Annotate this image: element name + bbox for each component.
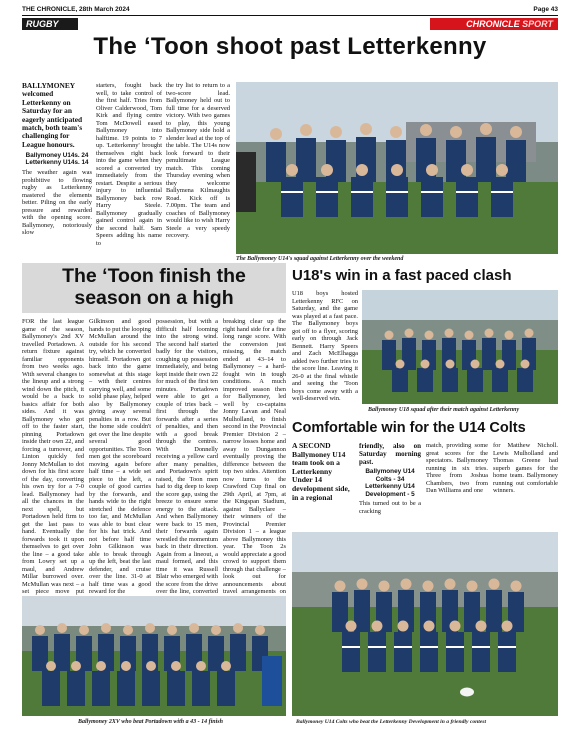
u14-colts-col3	[426, 442, 488, 528]
u14-colts-score1: Ballymoney U14 Colts - 34	[365, 468, 415, 483]
second-article-col4	[223, 318, 286, 594]
second-col3-text: possession, but with a difficult half looming into the strong wind. The second half started badly for the visitors, coughing up possession immediately, and being kept inside their own 22 for much of the first ten minutes. Portadown were able to get a couple of tries back – first through the forwards after a series of penalties, and then with a good break through the centres. With Donnelly receiving a yellow card after many penalties, and Portadown's spirit raised, the Toon men had to dig deep to keep the score gap, using the breeze to ensure some energy to the attack. And when Ballymoney were back to 15 men, their forwards again wrestled the momentum back in their direction. Again from a lineout, a maul formed, and this time it was Russell Blair who emerged with the score from the drive over the line, converted	[156, 318, 218, 595]
second-article-col2	[89, 318, 151, 594]
main-article-col2	[96, 82, 162, 260]
u14-colts-lead: A SECOND Ballymoney U14 team took on a Letterkenny Under 14 development side, in a regional	[292, 441, 350, 502]
main-col2-text: starters, fought back well, to take control of the first half. Tries from Oliver Calderwood, Tom Kirk and flying centre Tom McDowell eased Ballymoney into halftime. 19 points to 7 up. 'Letterkenny' brought themselves right back into the game when they scored a converted try immediately from the restart. Despite a serious injury to influential Ballymoney back row Harry Steele. Ballymoney gradually gained control again in the second half. Sam Speers adding his name to	[96, 82, 162, 247]
score-line-letterkenny: Letterkenny U14s. 14	[25, 159, 89, 167]
page-header-left: THE CHRONICLE, 28th March 2024	[22, 6, 130, 13]
u14-colts-photo	[292, 532, 558, 716]
second-col2-text: Gilkinson and good hands to put the looping McMullan around the outside for his second try, which he converted himself. Portadown got back into the game somewhat at this stage – with their centres carrying well, and some solid phase play, helped also by Ballymoney giving away several penalties in a row. But the home side couldn't get over the line despite several good opportunities. The Toon men got the scoreboard moving again before half time – a wide set piece to the left, a couple of good carries by the forwards, and hands wide to the right stretched the defence too far, and McMullan was able to bust clear for his hat trick. And not before half time John Gilkinson was able to break through up the left, beat the last defender, and cruise over the line. 31-0 at half time was a good reward for the	[89, 318, 151, 595]
rugby-section-tag: RUGBY	[22, 18, 78, 30]
chronicle-sport-banner	[430, 18, 558, 30]
main-col1-text: The weather again was prohibitive to flowing rugby as Letterkenny mastered the elements better. Piling on the early pressure and rewarded with the opening score. Ballymoney, notoriously slow	[22, 169, 92, 237]
score-line-ballymoney: Ballymoney U14s. 24	[25, 152, 89, 160]
u14-squad-photo	[236, 82, 558, 254]
main-headline: The ‘Toon shoot past Letterkenny	[93, 33, 487, 60]
brand-sport: SPORT	[522, 19, 553, 29]
u18-squad-caption: Ballymoney U18 squad after their match against Letterkenny	[368, 407, 520, 413]
main-col3-text: the try list to return to a two-score lead. Ballymoney held out to full time for a deserved victory. With two games to play, this young Ballymoney side hold a slender lead at the top of the table. The U14s now look forward to their penultimate League match. This coming Thursday evening when they welcome Ballymena Kilmaughts Road. Kick off is 7.00pm. The team and coaches of Ballymoney would like to wish Harry Steele a very speedy recovery.	[166, 82, 230, 239]
u18-text: U18 boys hosted Letterkenny RFC on Saturday, and the game was played at a fast pace. The Ballymoney boys got off to a flyer, scoring early on through Jack Bennett. Harry Speers and Zach McElhagga added two further tries to the score line. Leaving it 26-0 at the final whistle and seeing the 'Toon boys come away with a well-deserved win.	[292, 290, 358, 402]
second-xv-caption: Ballymoney 2XV who beat Portadown with a 43 - 14 finish	[78, 719, 223, 725]
u14-colts-col4	[493, 442, 558, 528]
u14-colts-headline: Comfortable win for the U14 Colts	[292, 420, 526, 436]
u14-colts-score2: Letterkenny U14 Development - 5	[365, 483, 415, 498]
u14-colts-col2	[359, 442, 421, 528]
u14-colts-intro: friendly, also on Saturday morning past.	[359, 442, 421, 466]
second-article-col1	[22, 318, 84, 594]
main-lede: BALLYMONEY welcomed Letterkenny on Saturday for an eagerly anticipated match, both team's challenging for League honours.	[22, 81, 83, 149]
second-article-col3	[156, 318, 218, 594]
u18-squad-photo	[362, 290, 558, 404]
brand-chronicle: CHRONICLE	[466, 19, 520, 29]
u14-squad-caption: The Ballymoney U14's squad against Letterkenny over the weekend	[236, 256, 404, 262]
main-article-col3	[166, 82, 230, 260]
u14-colts-caption: Ballymoney U14 Colts who beat the Letterkenny Development in a friendly contest	[296, 719, 487, 725]
header-rule	[22, 15, 558, 16]
u18-headline: U18's win in a fast paced clash	[292, 267, 512, 284]
main-article-col1	[22, 82, 92, 260]
u18-text-column	[292, 290, 358, 410]
second-col1-text: FOR the last league game of the season, Ballymoney's 2nd XV travelled Portadown. A return fixture against familiar opponents from two weeks ago. With several changes to the lineup and a strong wind down the pitch, it would be a back to basics affair for both sides. And it was Ballymoney who got off to the faster start, pinning Portadown inside their own 22, and forcing a turnover, and Linton quickly fed Jonny McMullan to dot down for his first score of the day, converting his own try for a 7-0 lead. Ballymoney had all the chances in the next spell, but Portadown held firm to get the last pass to hand. Eventually the forwards took it upon themselves to get over the line – a good take from Lowry set up a maul, and Andrew Millar burrowed over. McMullan was next – a set piece move put	[22, 318, 84, 595]
second-headline: The ‘Toon finish the season on a high	[62, 265, 246, 309]
u14-colts-tail: This turned out to be a cracking	[359, 500, 421, 515]
u14-colts-col1	[292, 442, 354, 528]
second-col4-text: breaking clear up the right hand side for a fine long range score. With the conversion just missing, the match ended at 43–14 to Ballymoney – a hard-fought win in tough conditions. A much improved season then for Ballymoney, led well by co-captains Jonny Lavan and Neal Mulholland, to finish second in the Provincial Premier Division 2 – narrow losses home and away to Dungannon eventually proving the difference between the top two sides. Attention now turns to the Crawford Cup final on 29th April, at 7pm, at the Kingspan Stadium, against Ballyclare – their winners of the Provincial Premier Division 1 – a league above Ballymoney this year. The Toon 2s would appreciate a good crowd to support them through that challenge – look out for announcements about travel arrangements on	[223, 318, 286, 595]
u14-colts-col4-text: for Matthew Nicholl. Lewis Mulholland and Thomas Greene had superb games for the home team. Ballymoney running out comfortable winners.	[493, 442, 558, 494]
second-xv-photo	[22, 596, 286, 716]
page-number: Page 43	[533, 6, 558, 13]
u14-colts-col3-text: match, providing some great scores for the spectators. Ballymoney running in six tries. Three from Joshua Chambers, two from Dan Williams and one	[426, 442, 488, 494]
